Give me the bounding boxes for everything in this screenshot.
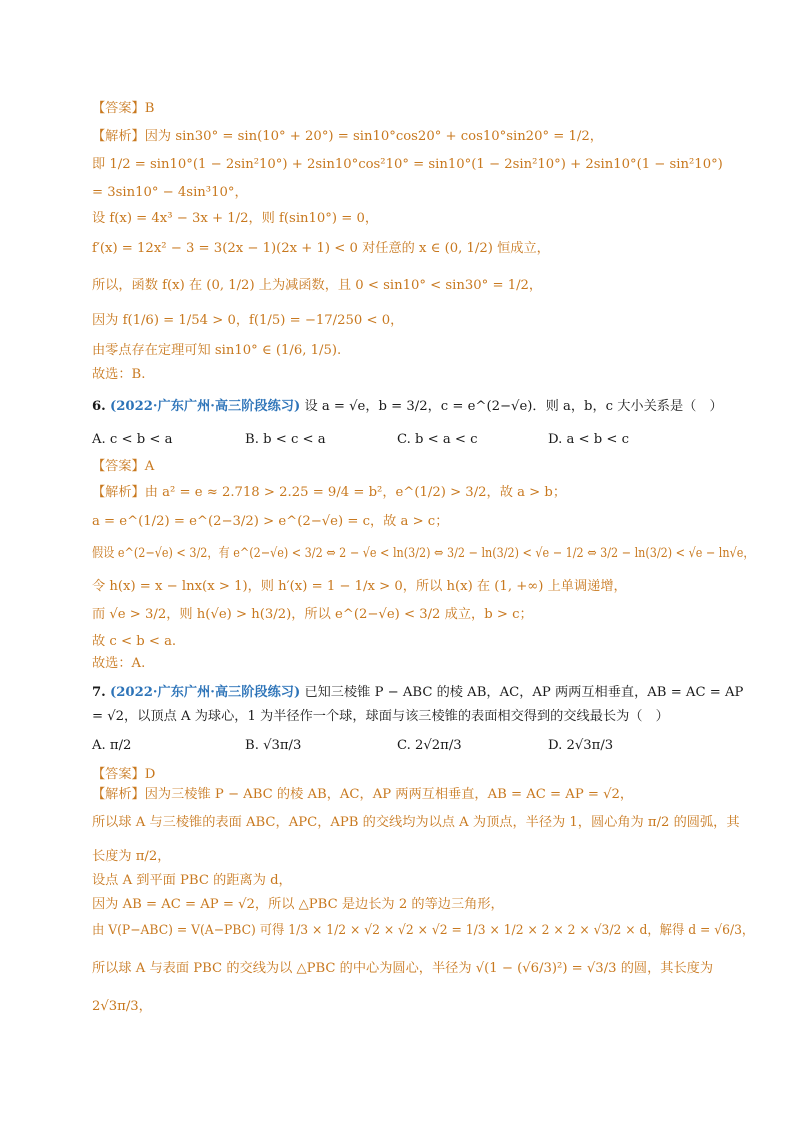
analysis-line: 2√3π/3， <box>92 999 152 1014</box>
analysis-line: f′(x) = 12x² − 3 = 3(2x − 1)(2x + 1) < 0 对任意的 x ∈ (0, 1/2) 恒成立， <box>92 241 550 256</box>
question-number: 7. <box>92 685 106 700</box>
option-b: B. b < c < a <box>245 432 326 447</box>
option-c: C. 2√2π/3 <box>397 738 462 753</box>
option-d: D. 2√3π/3 <box>548 738 614 753</box>
analysis-line: 【解析】因为 sin30° = sin(10° + 20°) = sin10°cos20° + cos10°sin20° = 1/2， <box>92 129 603 144</box>
question-number: 6. <box>92 399 106 414</box>
question-6-stem <box>92 398 723 416</box>
analysis-line: 故选：A. <box>92 656 146 671</box>
option-d: D. a < b < c <box>548 432 630 447</box>
analysis-line: 即 1/2 = sin10°(1 − 2sin²10°) + 2sin10°cos²10° = sin10°(1 − 2sin²10°) + 2sin10°(1 − sin²10°) <box>92 157 723 172</box>
answer-label-5: 【答案】B <box>92 101 155 116</box>
analysis-line: 假设 e^(2−√e) < 3/2，有 e^(2−√e) < 3/2 ⇔ 2 − √e < ln(3/2) ⇔ 3/2 − ln(3/2) < √e − 1/2 ⇔ 3/2 − ln(3/2) < √e − ln√e， <box>92 546 755 561</box>
analysis-line: 由零点存在定理可知 sin10° ∈ (1/6, 1/5). <box>92 343 342 358</box>
analysis-line: 设 f(x) = 4x³ − 3x + 1/2，则 f(sin10°) = 0， <box>92 211 379 226</box>
analysis-line: 令 h(x) = x − lnx(x > 1)，则 h′(x) = 1 − 1/x > 0，所以 h(x) 在 (1, +∞) 上单调递增， <box>92 579 627 594</box>
analysis-line: 因为 AB = AC = AP = √2，所以 △PBC 是边长为 2 的等边三角形， <box>92 897 504 912</box>
analysis-line: 故 c < b < a. <box>92 634 177 649</box>
analysis-line: 由 V(P−ABC) = V(A−PBC) 可得 1/3 × 1/2 × √2 × √2 × √2 = 1/3 × 1/2 × 2 × 2 × √3/2 × d，解得 d = √6/3， <box>92 923 755 938</box>
analysis-line: 长度为 π/2， <box>92 849 171 864</box>
analysis-line: 因为 f(1/6) = 1/54 > 0，f(1/5) = −17/250 < 0， <box>92 313 404 328</box>
option-a: A. π/2 <box>92 738 132 753</box>
analysis-line: a = e^(1/2) = e^(2−3/2) > e^(2−√e) = c，故 a > c； <box>92 514 449 529</box>
analysis-line: 而 √e > 3/2，则 h(√e) > h(3/2)，所以 e^(2−√e) < 3/2 成立，b > c； <box>92 607 533 622</box>
option-a: A. c < b < a <box>92 432 173 447</box>
answer-label-6: 【答案】A <box>92 459 155 474</box>
question-source: (2022·广东广州·高三阶段练习) <box>109 685 301 700</box>
answer-label-7: 【答案】D <box>92 767 156 782</box>
analysis-line: 所以球 A 与表面 PBC 的交线为以 △PBC 的中心为圆心，半径为 √(1 − (√6/3)²) = √3/3 的圆，其长度为 <box>92 961 714 976</box>
question-7-stem-1 <box>92 684 743 702</box>
analysis-line: 所以，函数 f(x) 在 (0, 1/2) 上为减函数，且 0 < sin10° < sin30° = 1/2， <box>92 278 543 293</box>
analysis-line: = 3sin10° − 4sin³10°， <box>92 185 248 200</box>
analysis-line: 故选：B. <box>92 367 146 382</box>
option-c: C. b < a < c <box>397 432 478 447</box>
option-b: B. √3π/3 <box>245 738 302 753</box>
analysis-line: 设点 A 到平面 PBC 的距离为 d， <box>92 873 292 888</box>
question-source: (2022·广东广州·高三阶段练习) <box>109 399 301 414</box>
question-text: 已知三棱锥 P − ABC 的棱 AB，AC，AP 两两互相垂直，AB = AC = AP <box>304 685 744 700</box>
analysis-line: 【解析】因为三棱锥 P − ABC 的棱 AB，AC，AP 两两互相垂直，AB = AC = AP = √2， <box>92 787 634 802</box>
question-text: 设 a = √e，b = 3/2，c = e^(2−√e)．则 a，b，c 大小关系是（ ） <box>304 399 723 414</box>
analysis-line: 【解析】由 a² = e ≈ 2.718 > 2.25 = 9/4 = b²，e^(1/2) > 3/2，故 a > b； <box>92 485 567 500</box>
analysis-line: 所以球 A 与三棱锥的表面 ABC，APC，APB 的交线均为以点 A 为顶点，半径为 1，圆心角为 π/2 的圆弧，其 <box>92 815 740 830</box>
question-7-stem-2: = √2，以顶点 A 为球心，1 为半径作一个球，球面与该三棱锥的表面相交得到的交线最长为（ ） <box>92 709 669 724</box>
